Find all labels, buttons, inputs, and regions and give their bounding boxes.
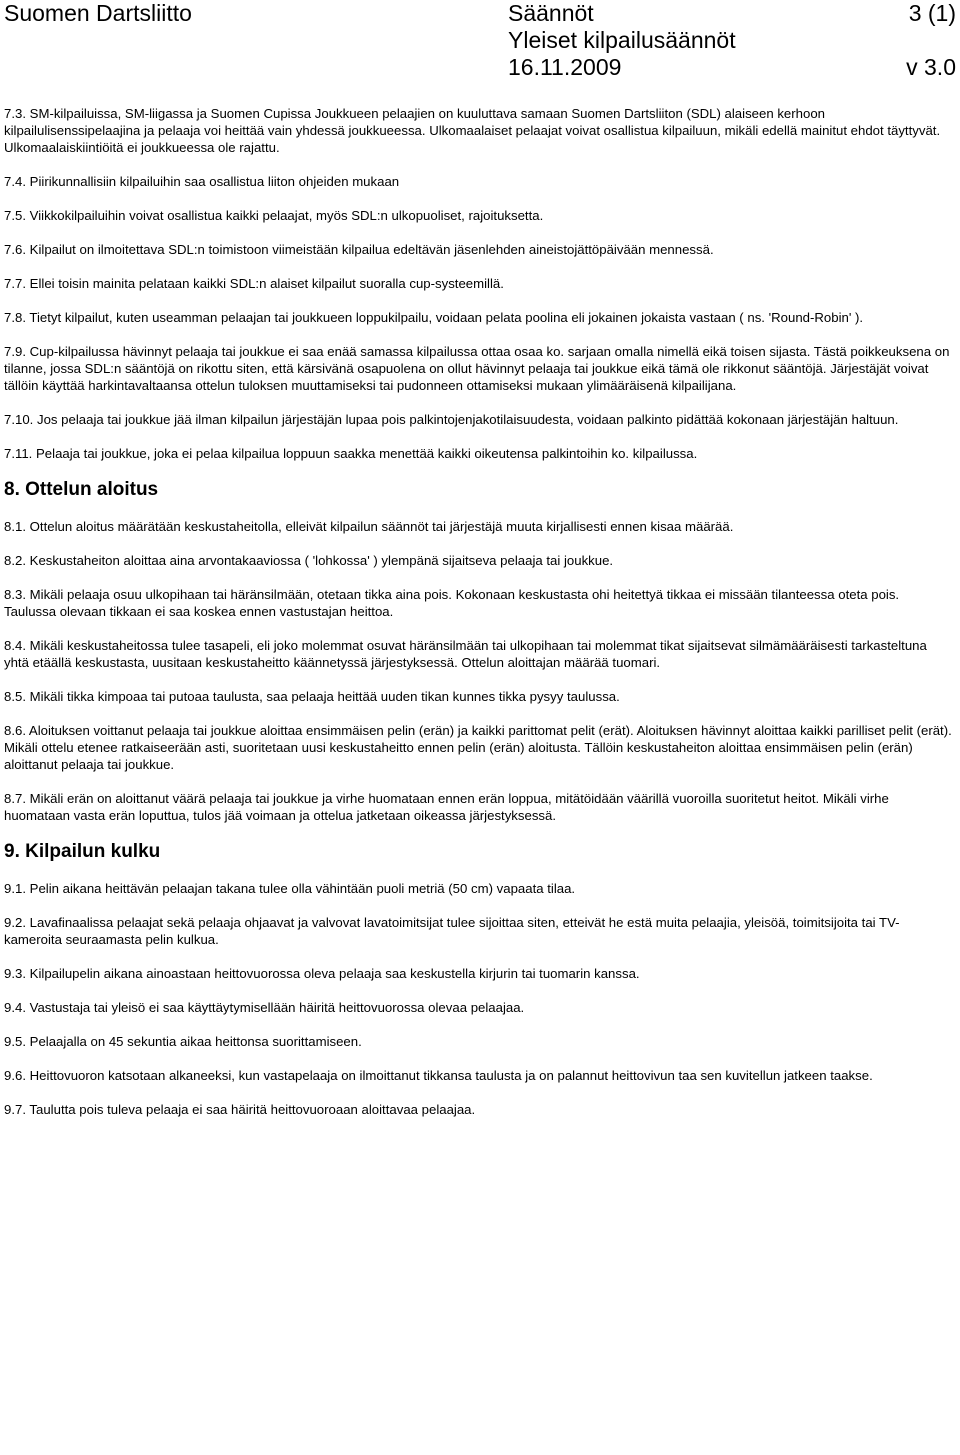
rule-8-1: 8.1. Ottelun aloitus määrätään keskustaheitolla, elleivät kilpailun säännöt tai järjestäjä muuta kirjallisesti ennen kisaa määrää. bbox=[4, 519, 734, 534]
rule-8-7: 8.7. Mikäli erän on aloittanut väärä pelaaja tai joukkue ja virhe huomataan ennen erän loppua, mitätöidään väärillä vuoroilla suoritetut heitot. Mikäli virhe huomataan vasta erän loputtua, tulos jää voimaan ja ottelua jatketaan oikeassa järjestyksessä. bbox=[4, 791, 889, 823]
rule-7-10: 7.10. Jos pelaaja tai joukkue jää ilman kilpailun järjestäjän lupaa pois palkintojenjakotilaisuudesta, voidaan palkinto pidättää kokonaan järjestäjän haltuun. bbox=[4, 412, 899, 427]
page-header bbox=[0, 0, 960, 84]
section-heading-9: 9. Kilpailun kulku bbox=[4, 841, 161, 862]
document-body bbox=[4, 105, 954, 1135]
section-heading-8: 8. Ottelun aloitus bbox=[4, 479, 159, 500]
rule-9-1: 9.1. Pelin aikana heittävän pelaajan takana tulee olla vähintään puoli metriä (50 cm) vapaata tilaa. bbox=[4, 881, 576, 896]
rule-8-5: 8.5. Mikäli tikka kimpoaa tai putoaa taulusta, saa pelaaja heittää uuden tikan kunnes tikka pysyy taulussa. bbox=[4, 689, 620, 704]
rule-7-5: 7.5. Viikkokilpailuihin voivat osallistua kaikki pelaajat, myös SDL:n ulkopuoliset, rajoituksetta. bbox=[4, 208, 544, 223]
document-section: Säännöt bbox=[508, 0, 594, 26]
document-date: 16.11.2009 bbox=[508, 54, 622, 80]
rule-7-3: 7.3. SM-kilpailuissa, SM-liigassa ja Suomen Cupissa Joukkueen pelaajien on kuuluttava samaan Suomen Dartsliiton (SDL) alaiseen kerhoon kilpailulisenssipelaajina ja pelaaja voi heittää vain yhdessä joukkueessa. Ulkomaalaiset pelaajat voivat osallistua kilpailuun, mikäli edellä mainitut ehdot täyttyvät. Ulkomaalaiskiintiöitä ei joukkueessa ole rajattu. bbox=[4, 106, 941, 155]
rule-8-2: 8.2. Keskustaheiton aloittaa aina arvontakaaviossa ( 'lohkossa' ) ylempänä sijaitseva pelaaja tai joukkue. bbox=[4, 553, 614, 568]
rule-9-4: 9.4. Vastustaja tai yleisö ei saa käyttäytymisellään häiritä heittovuorossa olevaa pelaajaa. bbox=[4, 1000, 525, 1015]
rule-7-8: 7.8. Tietyt kilpailut, kuten useamman pelaajan tai joukkueen loppukilpailu, voidaan pelata poolina eli jokainen jokaista vastaan ( ns. 'Round-Robin' ). bbox=[4, 310, 864, 325]
rule-7-9: 7.9. Cup-kilpailussa hävinnyt pelaaja tai joukkue ei saa enää samassa kilpailussa ottaa osaa ko. sarjaan omalla nimellä eikä toisen sijasta. Tästä poikkeuksena on tilanne, jossa SDL:n sääntöjä on rikottu siten, että kärsivänä osapuolena on ollut hävinnyt pelaaja tai joukkue eikä tämä ole rikkonut sääntöjä. Järjestäjät voivat tällöin käyttää harkintavaltaansa ottelun tuloksen muuttamiseksi tai pudonneen ottamiseksi mukaan ylimääräisenä kilpailijana. bbox=[4, 344, 950, 393]
rule-8-3: 8.3. Mikäli pelaaja osuu ulkopihaan tai häränsilmään, otetaan tikka aina pois. Kokonaan keskustasta ohi heitettyä tikkaa ei missään tilanteessa oteta pois. Taulussa olevaan tikkaan ei saa koskea ennen vastustajan heittoa. bbox=[4, 587, 900, 619]
rule-9-7: 9.7. Taulutta pois tuleva pelaaja ei saa häiritä heittovuoroaan aloittavaa pelaajaa. bbox=[4, 1102, 476, 1117]
page-number: 3 (1) bbox=[908, 0, 956, 26]
document-version: v 3.0 bbox=[906, 54, 956, 80]
rule-7-4: 7.4. Piirikunnallisiin kilpailuihin saa osallistua liiton ohjeiden mukaan bbox=[4, 174, 400, 189]
rule-8-4: 8.4. Mikäli keskustaheitossa tulee tasapeli, eli joko molemmat osuvat häränsilmään tai ulkopihaan tai molemmat tikat sijaitsevat silmämääräisesti tarkasteltuna yhtä etäällä keskustasta, uusitaan keskustaheitto käännetyssä järjestyksessä. Ottelun aloittajan määrää tuomari. bbox=[4, 638, 927, 670]
rule-7-11: 7.11. Pelaaja tai joukkue, joka ei pelaa kilpailua loppuun saakka menettää kaikki oikeutensa palkintoihin ko. kilpailussa. bbox=[4, 446, 698, 461]
rule-9-6: 9.6. Heittovuoron katsotaan alkaneeksi, kun vastapelaaja on ilmoittanut tikkansa taulusta ja on palannut heittovivun taa sen kuvitellun jatkeen taakse. bbox=[4, 1068, 873, 1083]
rule-9-2: 9.2. Lavafinaalissa pelaajat sekä pelaaja ohjaavat ja valvovat lavatoimitsijat tulee sijoittaa siten, etteivät he estä muita pelaajia, yleisöä, toimitsijoita tai TV-kameroita seuraamasta pelin kulkua. bbox=[4, 915, 900, 947]
document-subtitle: Yleiset kilpailusäännöt bbox=[508, 27, 736, 53]
rule-7-6: 7.6. Kilpailut on ilmoitettava SDL:n toimistoon viimeistään kilpailua edeltävän jäsenlehden aineistojättöpäivään mennessä. bbox=[4, 242, 714, 257]
rule-9-3: 9.3. Kilpailupelin aikana ainoastaan heittovuorossa oleva pelaaja saa keskustella kirjurin tai tuomarin kanssa. bbox=[4, 966, 640, 981]
rule-9-5: 9.5. Pelaajalla on 45 sekuntia aikaa heittonsa suorittamiseen. bbox=[4, 1034, 362, 1049]
rule-8-6: 8.6. Aloituksen voittanut pelaaja tai joukkue aloittaa ensimmäisen pelin (erän) ja kaikki parittomat pelit (erät). Aloituksen hävinnyt aloittaa kaikki parilliset pelit (erät). Mikäli ottelu etenee ratkaiseerään asti, suoritetaan uusi keskustaheitto ennen pelin (erän) aloitusta. Tällöin keskustaheiton aloittaa ensimmäisen pelin (erän) aloittanut pelaaja tai joukkue. bbox=[4, 723, 952, 772]
rule-7-7: 7.7. Ellei toisin mainita pelataan kaikki SDL:n alaiset kilpailut suoralla cup-systeemillä. bbox=[4, 276, 504, 291]
organization-name: Suomen Dartsliitto bbox=[4, 0, 192, 26]
